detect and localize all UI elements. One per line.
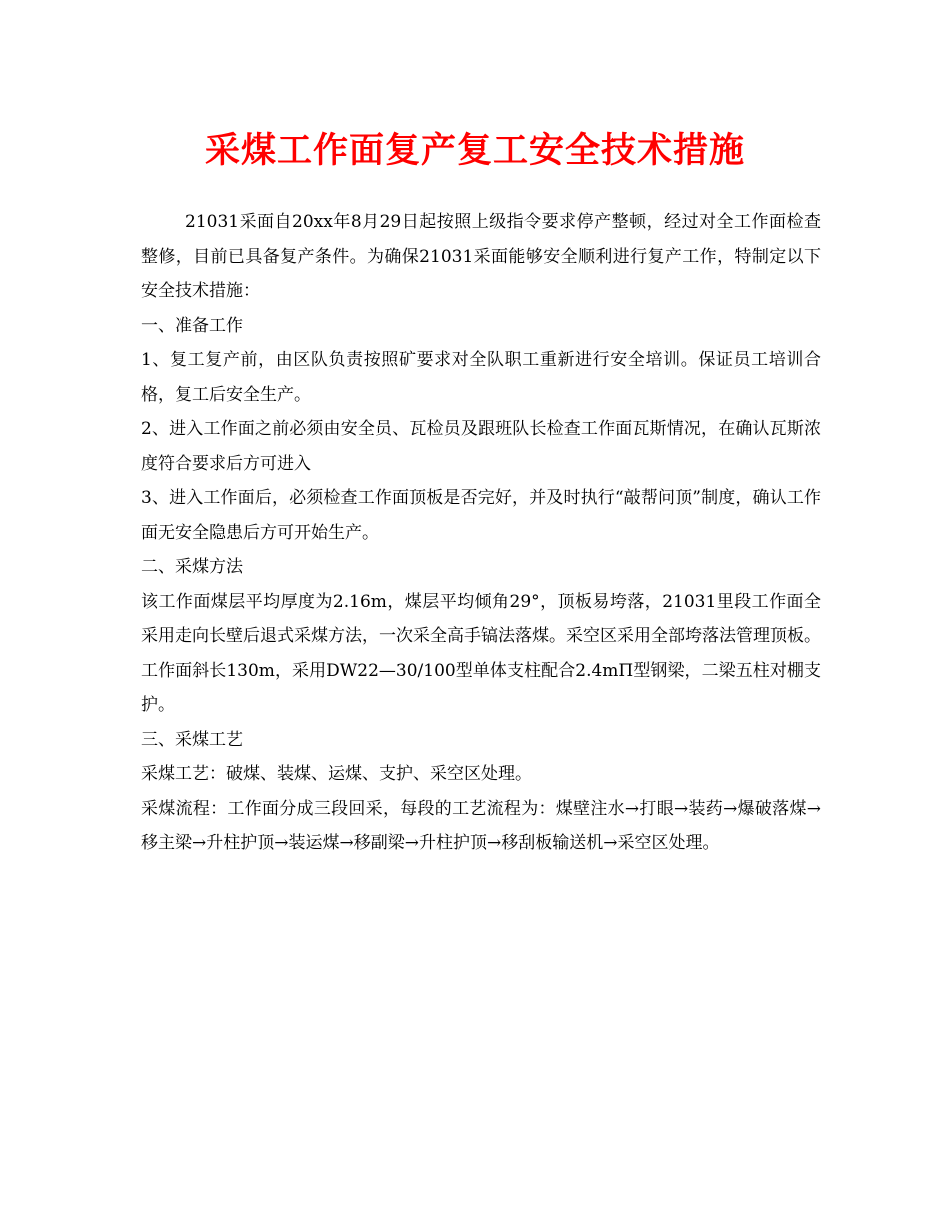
- section-heading-mining-process: 三、采煤工艺: [141, 729, 243, 750]
- list-item-gas-check: 2、进入工作面之前必须由安全员、瓦检员及跟班队长检查工作面瓦斯情况，在确认瓦斯浓度符合要求后方可进入: [141, 419, 821, 474]
- mining-method-paragraph: 该工作面煤层平均厚度为2.16m，煤层平均倾角29°，顶板易垮落，21031里段工作面全采用走向长壁后退式采煤方法，一次采全高手镐法落煤。采空区采用全部垮落法管理顶板。: [141, 591, 821, 646]
- section-heading-preparation: 一、准备工作: [141, 315, 243, 336]
- section-heading-mining-method: 二、采煤方法: [141, 557, 243, 577]
- process-summary-paragraph: 采煤工艺：破煤、装煤、运煤、支护、采空区处理。: [141, 764, 532, 784]
- support-paragraph: 工作面斜长130m，采用DW22—30/100型单体支柱配合2.4mП型钢梁，二梁五柱对棚支护。: [141, 660, 821, 715]
- document-title: 采煤工作面复产复工安全技术措施: [204, 130, 745, 171]
- document-body: [141, 205, 821, 861]
- list-item-roof-check: 3、进入工作面后，必须检查工作面顶板是否完好，并及时执行“敲帮问顶”制度，确认工作面无安全隐患后方可开始生产。: [141, 488, 821, 543]
- intro-paragraph: 21031采面自20xx年8月29日起按照上级指令要求停产整顿，经过对全工作面检查整修，目前已具备复产条件。为确保21031采面能够安全顺利进行复产工作，特制定以下安全技术措施：: [141, 212, 821, 301]
- list-item-training: 1、复工复产前，由区队负责按照矿要求对全队职工重新进行安全培训。保证员工培训合格，复工后安全生产。: [141, 350, 821, 405]
- process-flow-paragraph: 采煤流程：工作面分成三段回采，每段的工艺流程为：煤壁注水→打眼→装药→爆破落煤→移主梁→升柱护顶→装运煤→移副梁→升柱护顶→移刮板输送机→采空区处理。: [141, 798, 821, 853]
